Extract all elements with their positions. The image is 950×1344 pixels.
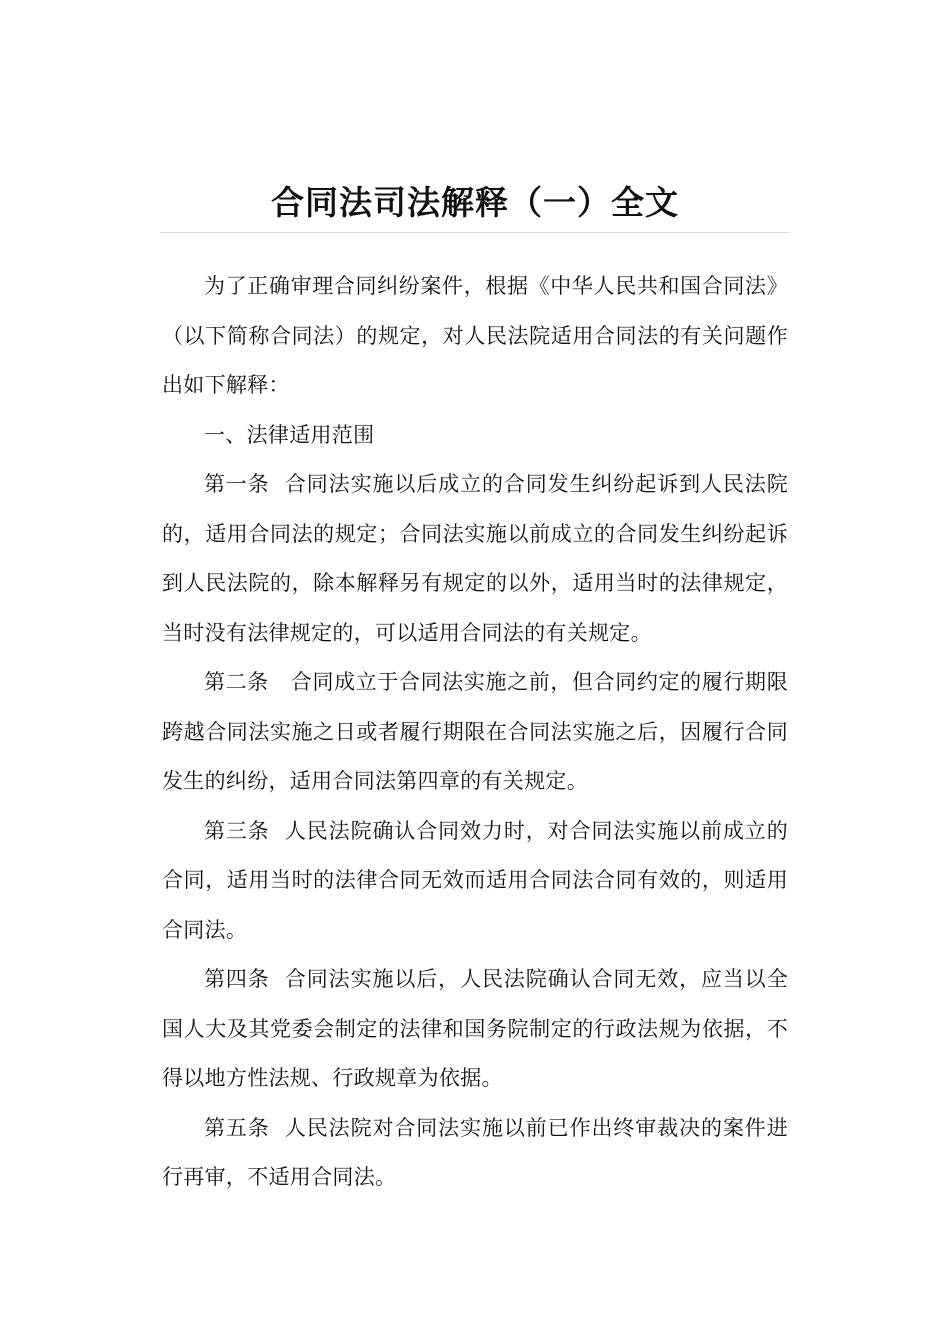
title-divider <box>160 232 790 233</box>
article-4-paragraph: 第四条 合同法实施以后，人民法院确认合同无效，应当以全国人大及其党委会制定的法律和国务院制定的行政法规为依据，不得以地方性法规、行政规章为依据。 <box>162 967 788 1090</box>
article-3-paragraph: 第三条 人民法院确认合同效力时，对合同法实施以前成立的合同，适用当时的法律合同无效而适用合同法合同有效的，则适用合同法。 <box>162 818 788 942</box>
article-2-paragraph: 第二条 合同成立于合同法实施之前，但合同约定的履行期限跨越合同法实施之日或者履行期限在合同法实施之后，因履行合同发生的纠纷，适用合同法第四章的有关规定。 <box>162 670 788 793</box>
section-heading: 一、法律适用范围 <box>204 422 375 447</box>
article-1-paragraph: 第一条 合同法实施以后成立的合同发生纠纷起诉到人民法院的，适用合同法的规定；合同法实施以前成立的合同发生纠纷起诉到人民法院的，除本解释另有规定的以外，适用当时的法律规定，当时没有法律规定的，可以适用合同法的有关规定。 <box>162 472 788 645</box>
preamble-paragraph: 为了正确审理合同纠纷案件，根据《中华人民共和国合同法》（以下简称合同法）的规定，对人民法院适用合同法的有关问题作出如下解释： <box>162 274 788 397</box>
document-title: 合同法司法解释（一）全文 <box>271 183 679 222</box>
document-body <box>162 262 788 1203</box>
article-5-paragraph: 第五条 人民法院对合同法实施以前已作出终审裁决的案件进行再审，不适用合同法。 <box>162 1115 788 1189</box>
